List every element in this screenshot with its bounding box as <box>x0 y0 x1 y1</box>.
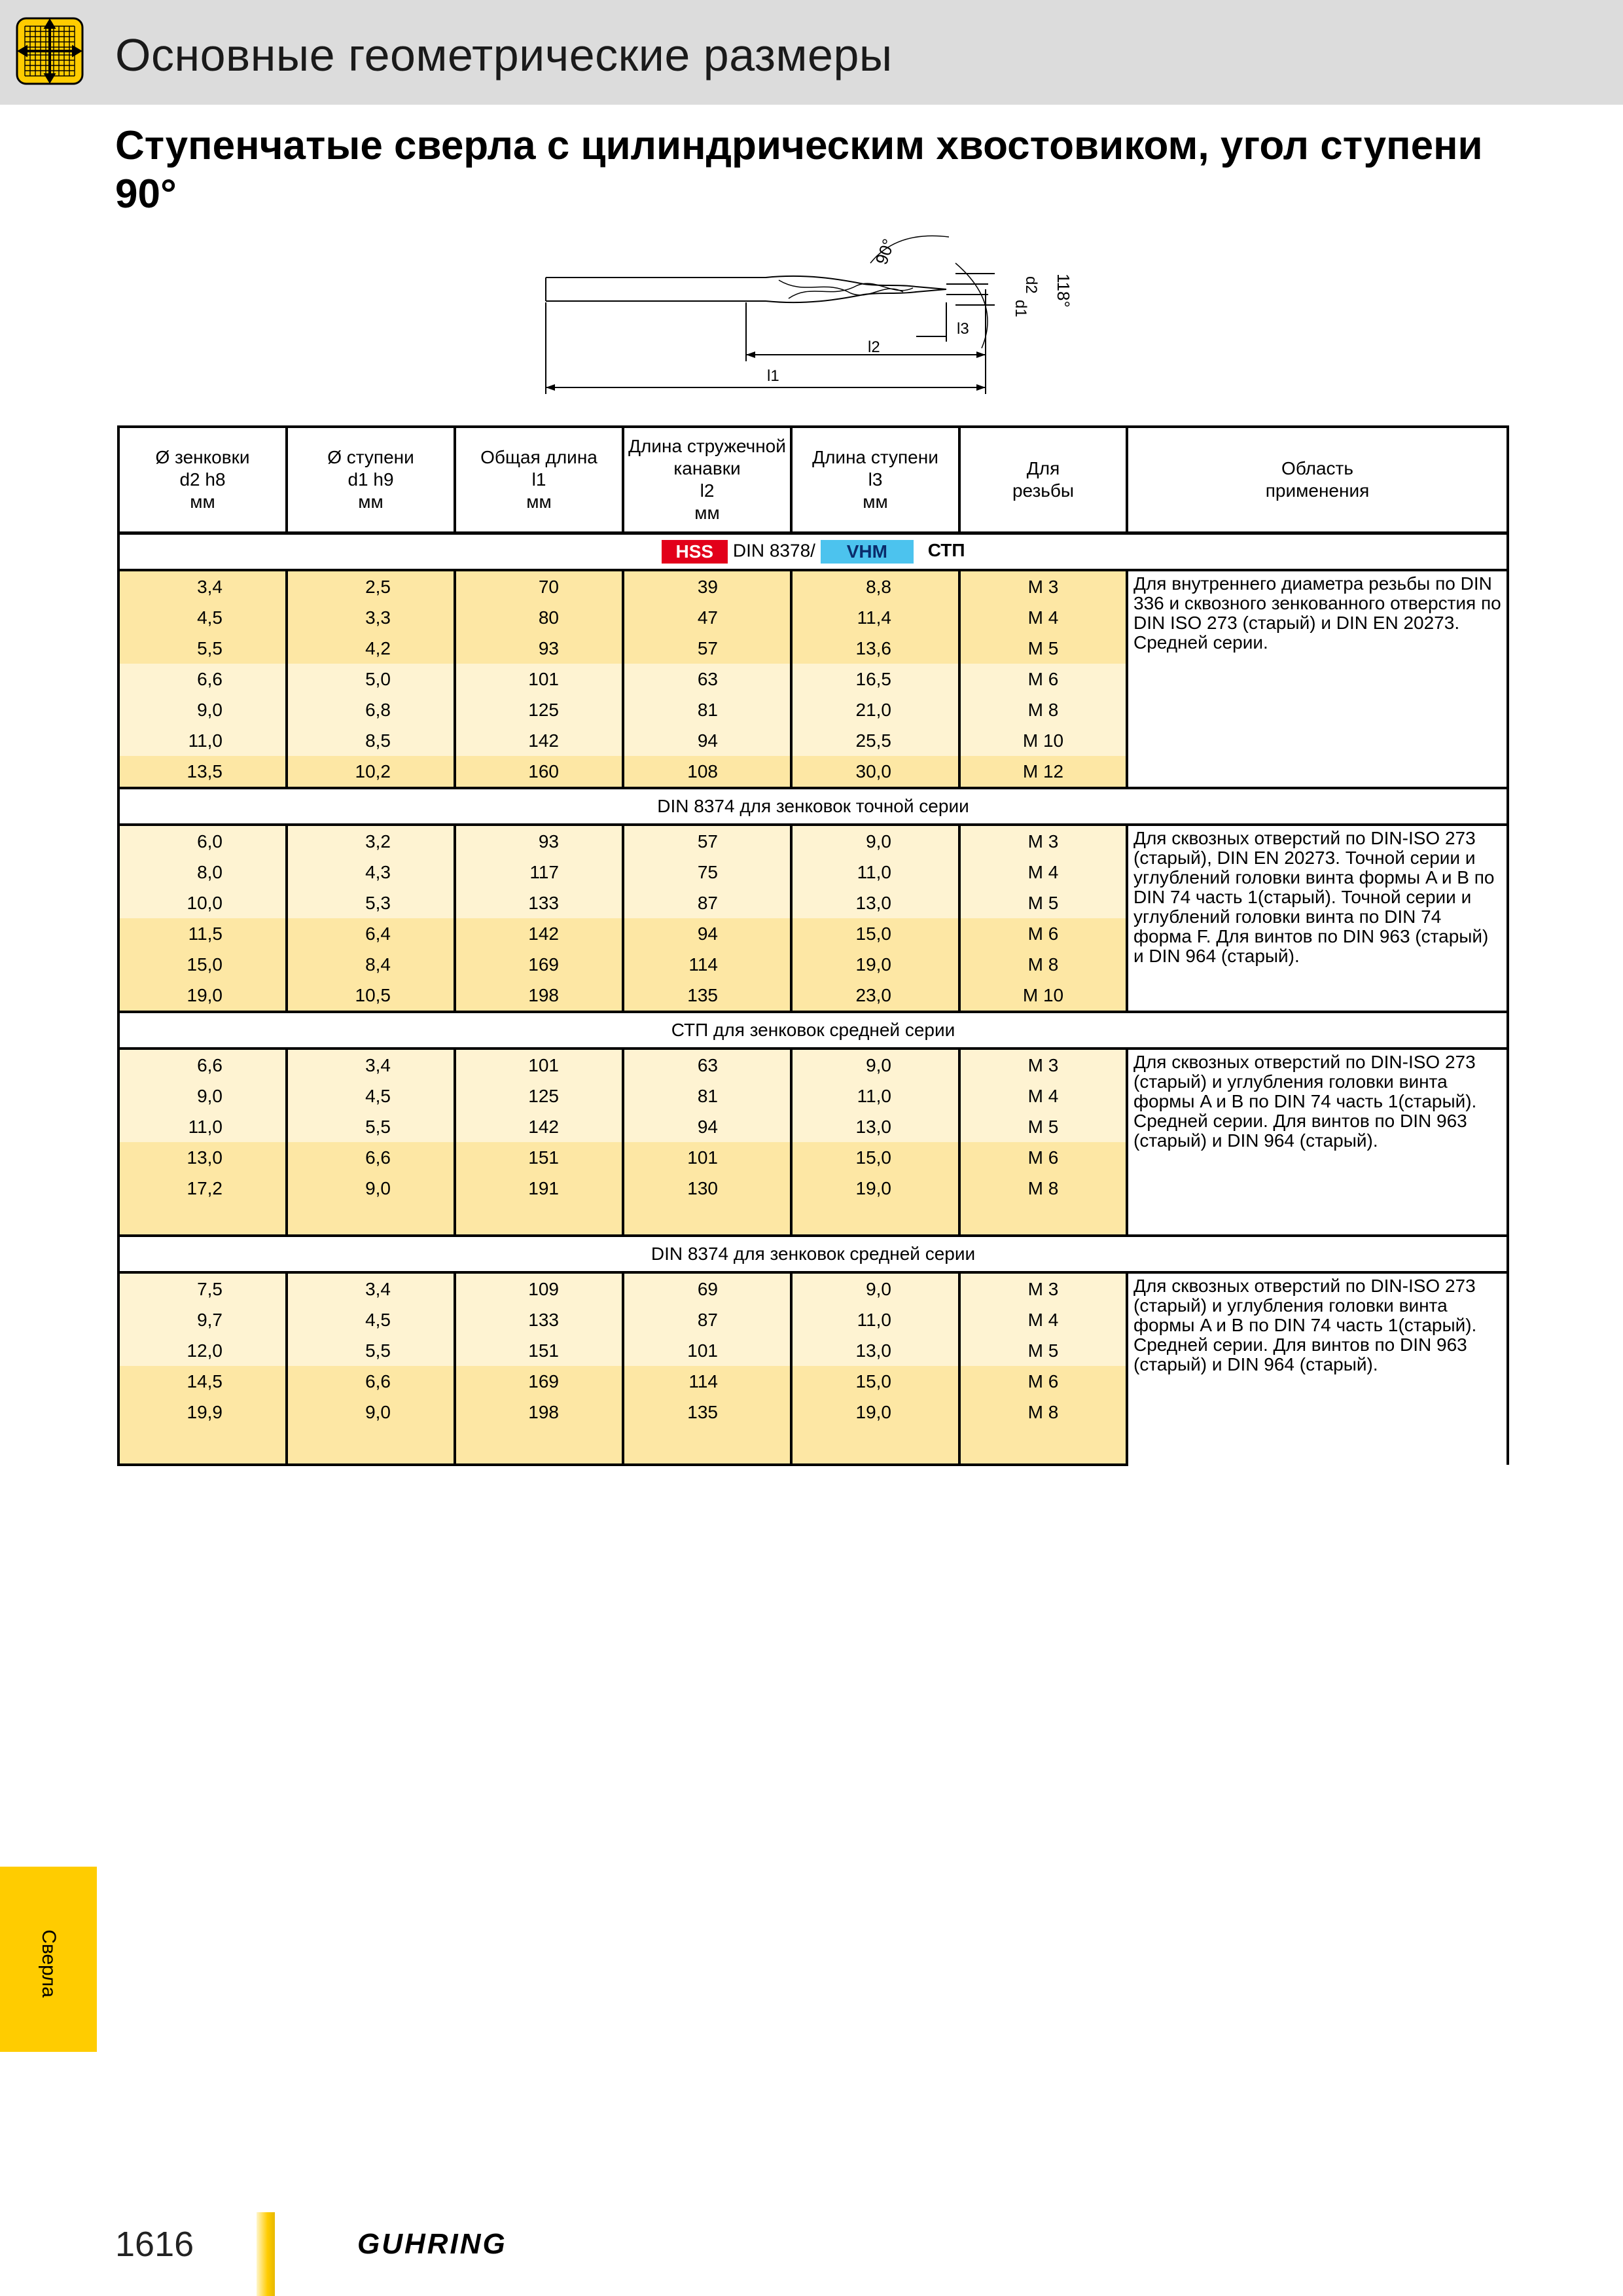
table-row: 4,5 3,3 80 47 11,4 M 4 <box>118 602 1508 633</box>
page-number: 1616 <box>115 2225 194 2264</box>
header-l3: Длина ступени l3 мм <box>791 427 959 533</box>
table-row: 11,0 5,5 142 94 13,0 M 5 <box>118 1111 1508 1142</box>
table-row: 5,5 4,2 93 57 13,6 M 5 <box>118 633 1508 664</box>
table-row: 11,5 6,4 142 94 15,0 M 6 <box>118 918 1508 949</box>
section-title-row <box>118 788 1508 825</box>
table-row: 9,7 4,5 133 87 11,0 M 4 <box>118 1304 1508 1335</box>
section-title-text: DIN 8378/ <box>732 540 815 561</box>
section-title: СТП для зенковок средней серии <box>118 1012 1508 1049</box>
label-d2: d2 <box>1022 276 1040 294</box>
table-row: 9,0 6,8 125 81 21,0 M 8 <box>118 694 1508 725</box>
section-title <box>118 533 1508 571</box>
table-row: 19,9 9,0 198 135 19,0 M 8 <box>118 1397 1508 1427</box>
table-row: 6,6 3,4 101 63 9,0 M 3 Для сквозных отверстий по DIN-ISO 273 (старый) и углубления головки винта формы A и B по DIN 74 часть 1(старый). Средней серии. Для винтов по DIN 963 (старый) и DIN 964 (старый). <box>118 1049 1508 1081</box>
vhm-badge: VHM <box>821 540 914 564</box>
header-d1: Ø ступени d1 h9 мм <box>287 427 455 533</box>
section-title: DIN 8374 для зенковок точной серии <box>118 788 1508 825</box>
header-title: Основные геометрические размеры <box>115 29 893 81</box>
label-d1: d1 <box>1012 300 1029 317</box>
table-row: 6,6 5,0 101 63 16,5 M 6 <box>118 664 1508 694</box>
table-row: 15,0 8,4 169 114 19,0 M 8 <box>118 949 1508 980</box>
table-row: 6,0 3,2 93 57 9,0 M 3 Для сквозных отверстий по DIN-ISO 273 (старый), DIN EN 20273. Точной серии и углублений головки винта формы A и B по DIN 74 часть 1(старый). Точной серии и углублений головки винта по DIN 74 форма F. Для винтов по DIN 963 (старый) и DIN 964 (старый). <box>118 825 1508 857</box>
table-header-row <box>118 427 1508 533</box>
header-d2: Ø зенковки d2 h8 мм <box>118 427 287 533</box>
label-angle-step: 90° <box>871 236 899 268</box>
drill-spec-table <box>117 425 1509 1466</box>
table-row: 14,5 6,6 169 114 15,0 M 6 <box>118 1366 1508 1397</box>
header-l1: Общая длина l1 мм <box>455 427 623 533</box>
table-row: 17,2 9,0 191 130 19,0 M 8 <box>118 1173 1508 1204</box>
table-row: 3,4 2,5 70 39 8,8 M 3 Для внутреннего диаметра резьбы по DIN 336 и сквозного зенкованного отверстия по DIN ISO 273 (старый) и DIN EN 20273. Средней серии. <box>118 570 1508 602</box>
step-drill-diagram <box>530 224 1080 398</box>
section-title: DIN 8374 для зенковок средней серии <box>118 1236 1508 1272</box>
application-note: Для сквозных отверстий по DIN-ISO 273 (старый) и углубления головки винта формы A и B по DIN 74 часть 1(старый). Средней серии. Для винтов по DIN 963 (старый) и DIN 964 (старый). <box>1127 1272 1508 1465</box>
table-row: 7,5 3,4 109 69 9,0 M 3 Для сквозных отверстий по DIN-ISO 273 (старый) и углубления головки винта формы A и B по DIN 74 часть 1(старый). Средней серии. Для винтов по DIN 963 (старый) и DIN 964 (старый). <box>118 1272 1508 1304</box>
sidebar-label: Сверла <box>38 1929 60 1998</box>
section-title-row <box>118 1012 1508 1049</box>
table-row: 12,0 5,5 151 101 13,0 M 5 <box>118 1335 1508 1366</box>
header-thread: Для резьбы <box>959 427 1127 533</box>
table-row: 19,0 10,5 198 135 23,0 M 10 <box>118 980 1508 1012</box>
table-row: 9,0 4,5 125 81 11,0 M 4 <box>118 1081 1508 1111</box>
table-row: 10,0 5,3 133 87 13,0 M 5 <box>118 888 1508 918</box>
page-title: Ступенчатые сверла с цилиндрическим хвостовиком, угол ступени 90° <box>115 123 1483 217</box>
section-title-row <box>118 1236 1508 1272</box>
label-l2: l2 <box>868 338 880 356</box>
application-note: Для сквозных отверстий по DIN-ISO 273 (старый) и углубления головки винта формы A и B по DIN 74 часть 1(старый). Средней серии. Для винтов по DIN 963 (старый) и DIN 964 (старый). <box>1127 1049 1508 1236</box>
table-row: 13,0 6,6 151 101 15,0 M 6 <box>118 1142 1508 1173</box>
application-note: Для внутреннего диаметра резьбы по DIN 336 и сквозного зенкованного отверстия по DIN ISO 273 (старый) и DIN EN 20273. Средней серии. <box>1127 570 1508 788</box>
label-l1: l1 <box>767 367 779 385</box>
table-row: 13,5 10,2 160 108 30,0 M 12 <box>118 756 1508 788</box>
label-angle-tip: 118° <box>1054 274 1073 308</box>
label-l3: l3 <box>957 320 969 338</box>
hss-badge: HSS <box>662 540 728 564</box>
footer-accent-bar <box>257 2212 275 2296</box>
table-row: 11,0 8,5 142 94 25,5 M 10 <box>118 725 1508 756</box>
header-application: Область применения <box>1127 427 1508 533</box>
application-note: Для сквозных отверстий по DIN-ISO 273 (старый), DIN EN 20273. Точной серии и углублений головки винта формы A и B по DIN 74 часть 1(старый). Точной серии и углублений головки винта по DIN 74 форма F. Для винтов по DIN 963 (старый) и DIN 964 (старый). <box>1127 825 1508 1012</box>
table-row: 8,0 4,3 117 75 11,0 M 4 <box>118 857 1508 888</box>
section-title-row <box>118 533 1508 571</box>
brand-logo: GUHRING <box>357 2228 507 2260</box>
section-title-suffix: СТП <box>927 540 965 561</box>
grid-crosshair-icon <box>16 17 84 85</box>
header-l2: Длина стружечной канавки l2 мм <box>623 427 791 533</box>
